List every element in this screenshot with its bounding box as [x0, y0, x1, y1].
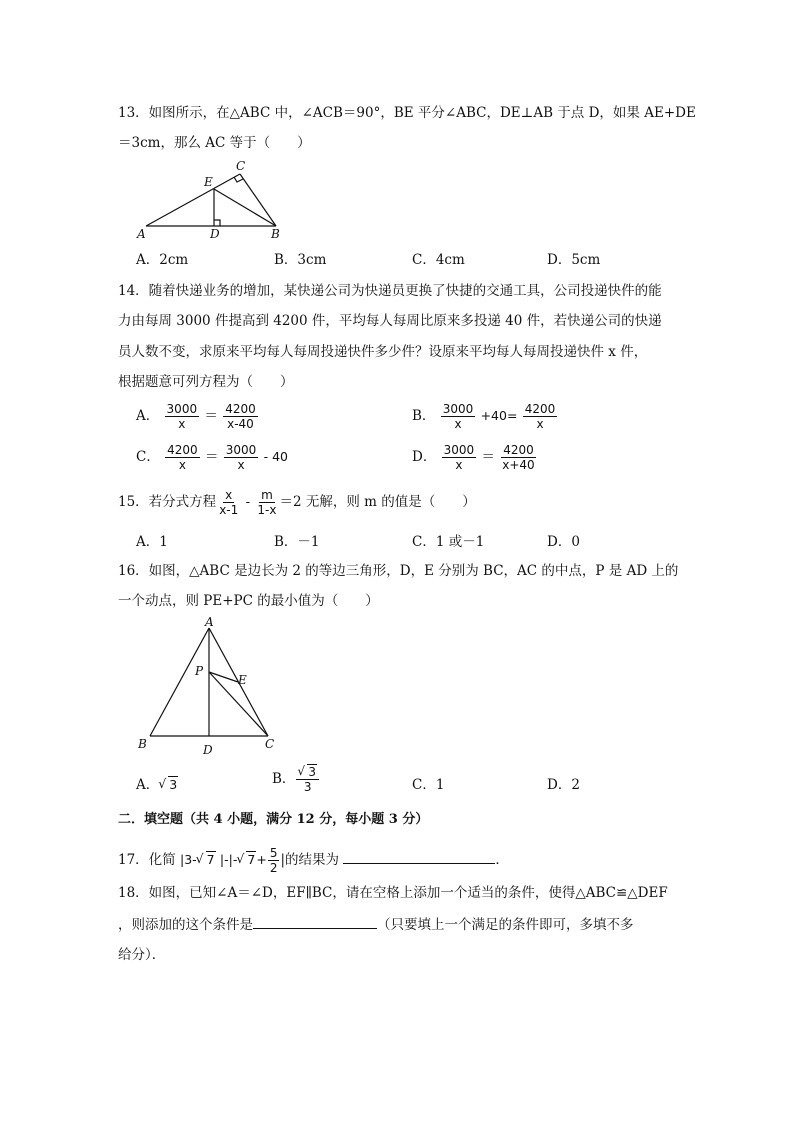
q13-option-c: C．4cm [412, 252, 465, 268]
q13-stem-line2: ＝3cm，那么 AC 等于（ ） [118, 135, 311, 151]
q17-frac: $\frac{5}{2}$ [269, 846, 278, 875]
q14-line3: 员人数不变，求原来平均每人每周投递快件多少件？设原来平均每人每周投递快件 x 件， [118, 344, 648, 360]
q13-stem-line1: 13．如图所示，在△ABC 中，∠ACB＝90°，BE 平分∠ABC，DE⊥AB 于点 D，如果 AE+DE [118, 105, 696, 121]
q13-option-d: D．5cm [547, 252, 601, 268]
q15-option-d: D．0 [547, 534, 580, 550]
q13-segment-eb [214, 189, 276, 226]
q14-line1: 14．随着快递业务的增加，某快递公司为快递员更换了快捷的交通工具，公司投递快件的能 [118, 283, 662, 299]
q14-option-a: A． $\frac{3000}{x}$ ＝ $\frac{4200}{x-40}$ [136, 402, 256, 431]
q15-option-b: B．－1 [274, 534, 320, 550]
q15-frac1: $\frac{x}{x-1}$ [219, 488, 239, 517]
q15-option-a: A．1 [136, 534, 168, 550]
q17-answer-blank[interactable] [343, 849, 495, 864]
q13-segment-cb [240, 174, 276, 226]
q17-stem: 17．化简 |3-√ 7 |-|-√ 7+ $\frac{5}{2}$ |的结果为 ． [118, 846, 509, 875]
q14-line2: 力由每周 3000 件提高到 4200 件，平均每人每周比原来多投递 40 件，若快递公司的快递 [118, 313, 662, 329]
q13-option-b: B．3cm [274, 252, 327, 268]
q14-d-frac1: $\frac{3000}{x}$ [443, 443, 475, 472]
q13-label-c: C [236, 159, 246, 173]
q16-label-a: A [205, 615, 214, 629]
q16-option-a: A．√ 3 [136, 773, 178, 793]
q16-label-d: D [203, 743, 213, 757]
q16-figure [134, 614, 284, 760]
q16-b-frac: √ $\frac{3}{3}$ [296, 765, 319, 794]
q15-stem: 15．若分式方程 $\frac{x}{x-1}$ - $\frac{m}{1-x}$ ＝2 无解，则 m 的值是（ ） [118, 488, 476, 517]
q16-label-c: C [265, 737, 275, 751]
q13-label-e: E [204, 175, 213, 189]
q14-b-frac2: $\frac{4200}{x}$ [524, 402, 556, 431]
q18-line2: ，则添加的这个条件是 （只要填上一个满足的条件即可，多填不多 [118, 914, 634, 935]
q16-option-b: B． √ $\frac{3}{3}$ [272, 765, 320, 794]
q16-label-b: B [138, 737, 147, 751]
q14-option-b: B． $\frac{3000}{x}$ +40= $\frac{4200}{x}$ [412, 402, 556, 431]
q14-a-frac2: $\frac{4200}{x-40}$ [225, 402, 256, 431]
q18-line1: 18．如图，已知∠A＝∠D，EF∥BC，请在空格上添加一个适当的条件，使得△ABC≌△DEF [118, 885, 668, 901]
q16-line2: 一个动点，则 PE+PC 的最小值为（ ） [118, 593, 379, 609]
q13-segment-ac [146, 174, 240, 226]
q16-label-e: E [238, 673, 247, 687]
q13-label-d: D [210, 227, 220, 240]
q14-c-frac1: $\frac{4200}{x}$ [167, 443, 198, 472]
q14-a-frac1: $\frac{3000}{x}$ [166, 402, 198, 431]
q14-c-frac2: $\frac{3000}{x}$ [225, 443, 257, 472]
q14-d-frac2: $\frac{4200}{x+40}$ [502, 443, 535, 472]
q16-option-d: D．2 [547, 777, 580, 793]
q15-option-c: C．1 或－1 [412, 534, 485, 550]
q16-label-p: P [195, 664, 204, 678]
q13-right-angle-c [234, 177, 243, 182]
q18-line3: 给分）． [118, 947, 166, 963]
q14-option-d: D． $\frac{3000}{x}$ ＝ $\frac{4200}{x+40}$ [412, 443, 535, 472]
q13-label-a: A [137, 227, 146, 240]
q16-option-c: C．1 [412, 777, 445, 793]
q16-line1: 16．如图，△ABC 是边长为 2 的等边三角形，D，E 分别为 BC，AC 的中点，P 是 AD 上的 [118, 563, 679, 579]
q14-b-frac1: $\frac{3000}{x}$ [442, 402, 474, 431]
q13-option-a: A．2cm [136, 252, 189, 268]
q13-figure [134, 158, 294, 240]
q13-right-angle-d [214, 220, 220, 226]
q18-answer-blank[interactable] [253, 914, 377, 929]
q16-segment-ab [150, 628, 209, 736]
q15-frac2: $\frac{m}{1-x}$ [257, 488, 277, 517]
q14-option-c: C． $\frac{4200}{x}$ ＝ $\frac{3000}{x}$ - 40 [136, 443, 289, 472]
q13-label-b: B [271, 227, 280, 240]
q14-line4: 根据题意可列方程为（ ） [118, 374, 294, 390]
section-2-heading: 二．填空题（共 4 小题，满分 12 分，每小题 3 分） [118, 812, 429, 827]
